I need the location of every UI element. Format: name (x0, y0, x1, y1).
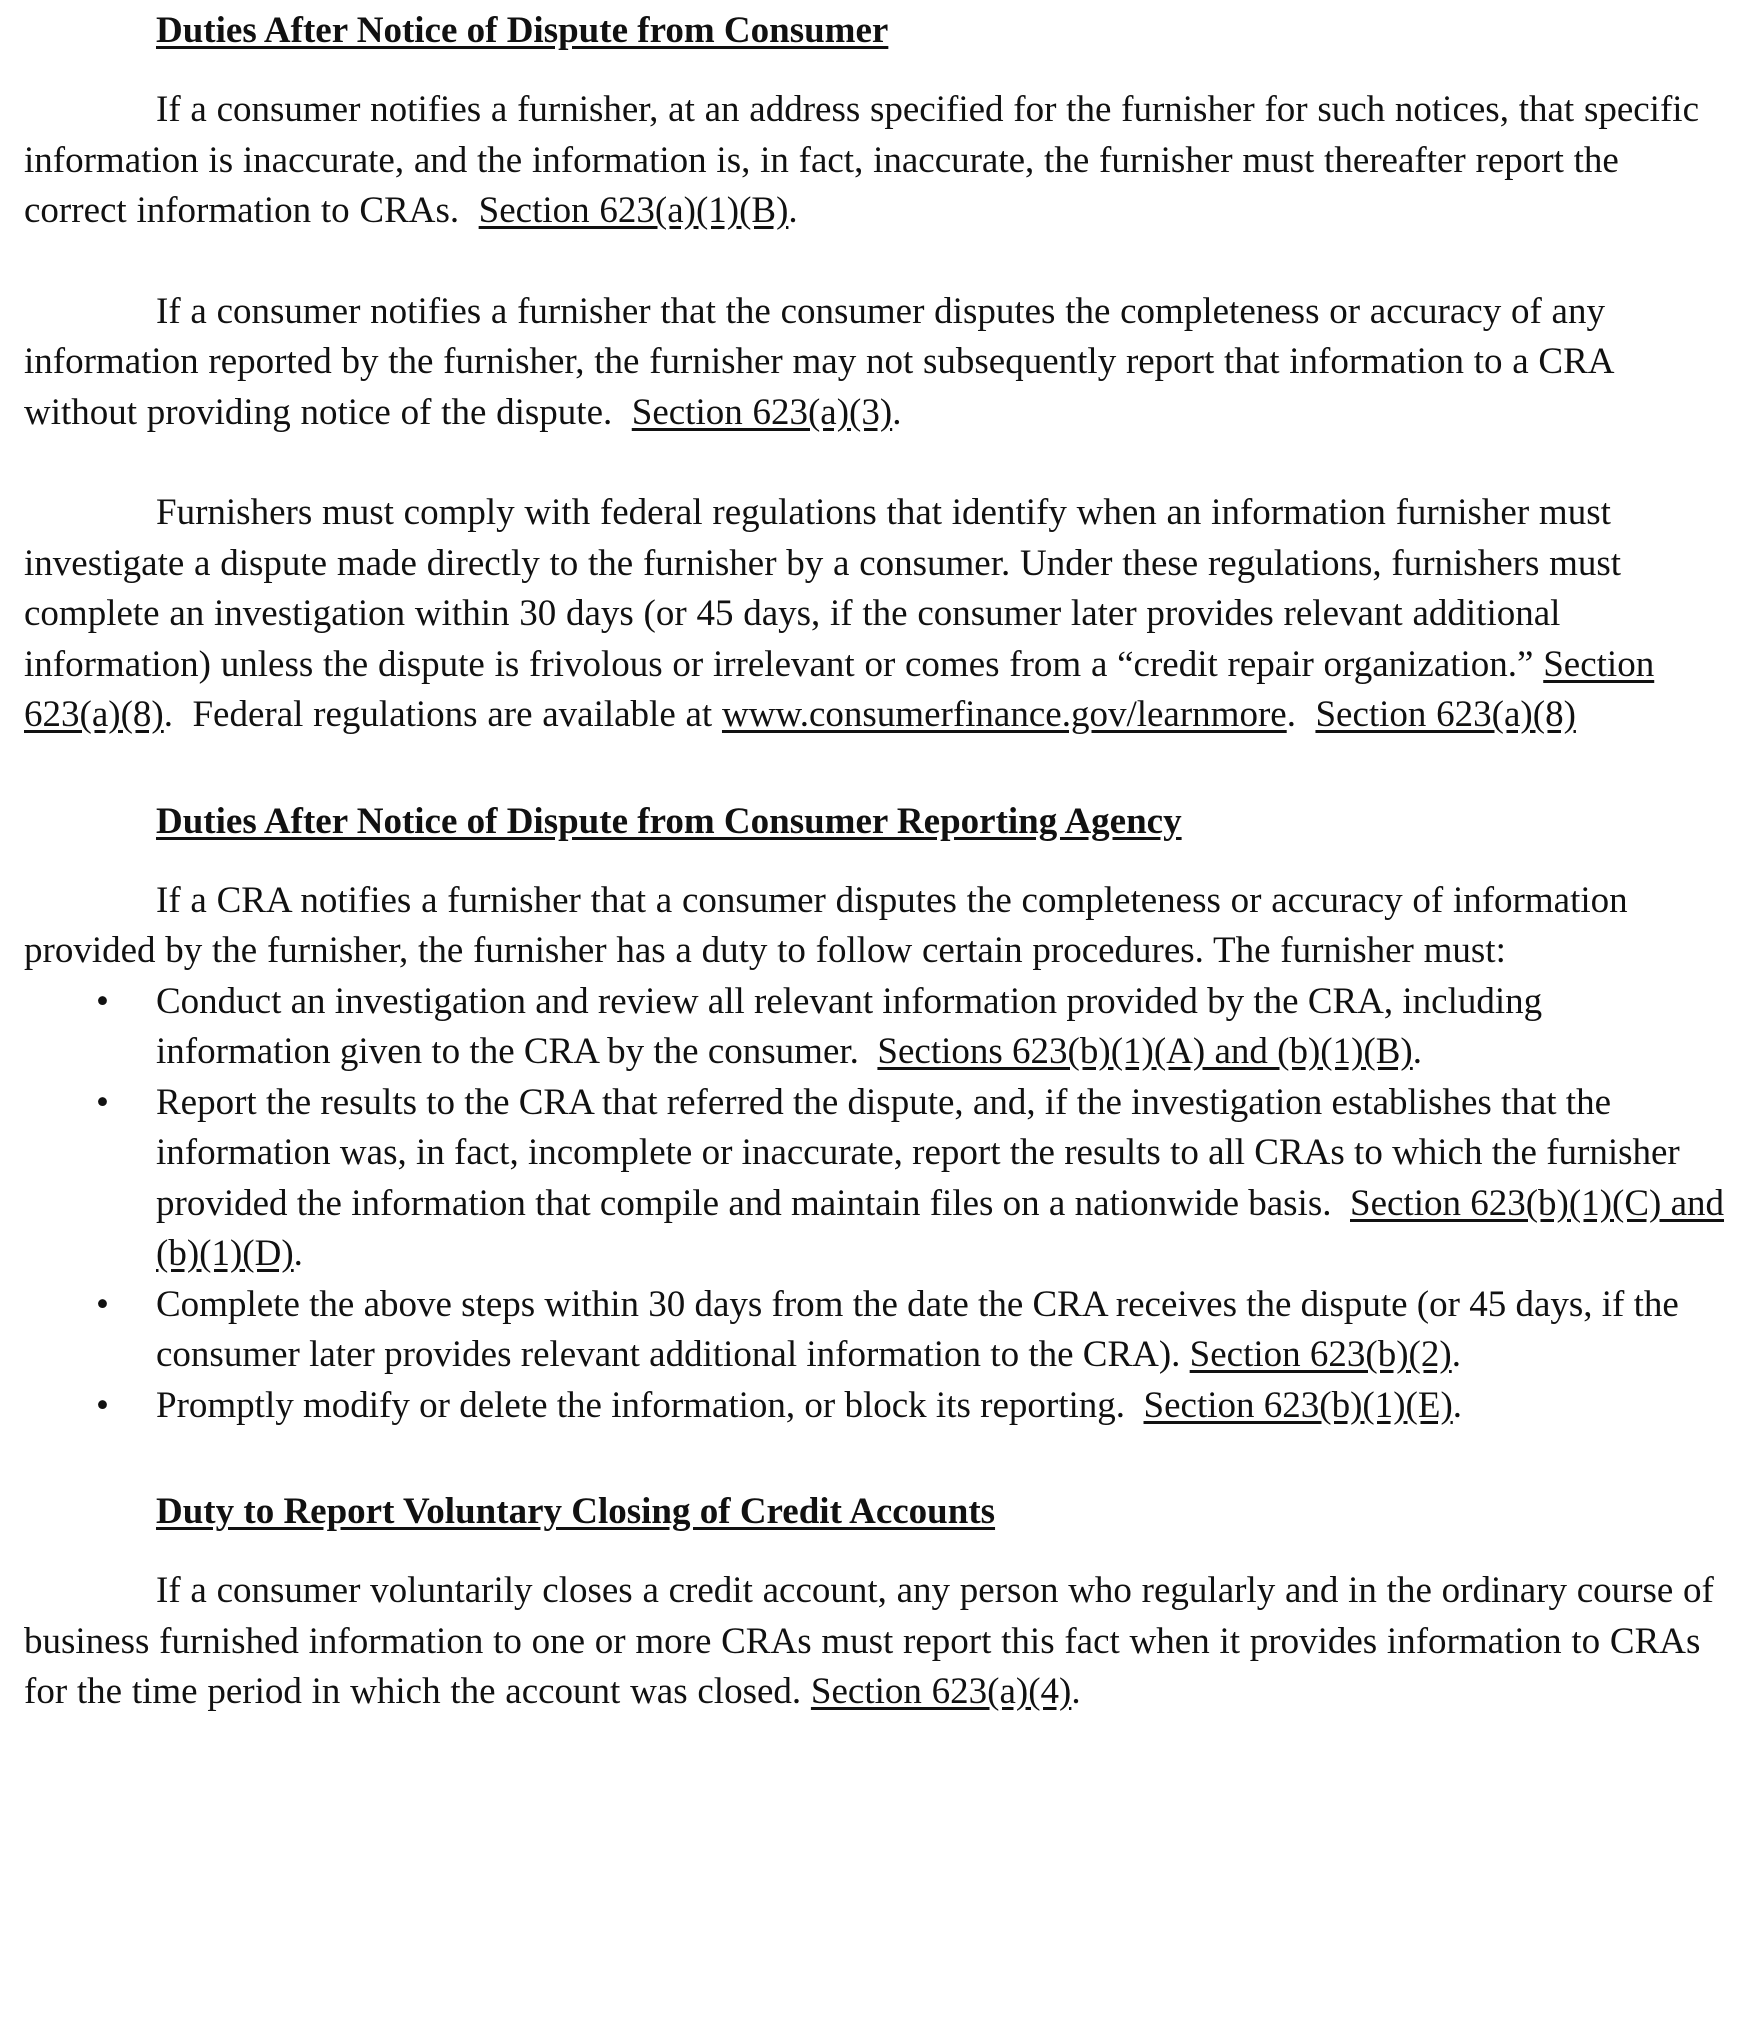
section-citation-2: Section 623(a)(8) (1315, 694, 1576, 735)
list-item (24, 977, 1724, 1078)
section-citation: Section 623(b)(2) (1189, 1334, 1452, 1375)
citation-punctuation: . (1451, 1334, 1461, 1375)
section-citation: Section 623(a)(8) (24, 643, 1655, 735)
paragraph-dispute-notice (24, 287, 1724, 439)
list-item (24, 1078, 1724, 1280)
paragraph-text: If a consumer notifies a furnisher, at an address specified for the furnisher for such notices, that specific information is inaccurate, and the information is, in fact, inaccurate, the furnisher must thereafter report the correct information to CRAs. (24, 89, 1699, 231)
duties-list (24, 977, 1724, 1432)
paragraph-cra-intro: If a CRA notifies a furnisher that a consumer disputes the completeness or accuracy of information provided by the furnisher, the furnisher has a duty to follow certain procedures. The furnisher must: (24, 879, 1628, 971)
section-citation: Section 623(b)(1)(E) (1143, 1384, 1453, 1426)
citation-punctuation: . (788, 190, 798, 231)
section-citation: Section 623(a)(3) (631, 391, 893, 433)
paragraph-text-2: Federal regulations are available at (192, 694, 713, 735)
paragraph-federal-regulations (24, 488, 1724, 741)
paragraph-text: Furnishers must comply with federal regulations that identify when an information furnisher must investigate a dispute made directly to the furnisher by a consumer. Under these regulations, furnishers must complete an investigation within 30 days (or 45 days, if the consumer later provides relevant additional information) unless the dispute is frivolous or irrelevant or comes from a “credit repair organization.” (24, 492, 1622, 685)
bullet-icon: • (96, 1283, 109, 1325)
list-item-text: Report the results to the CRA that referred the dispute, and, if the investigation establishes that the information was, in fact, incomplete or inaccurate, report the results to all CRAs to which the furnisher provided the information that compile and maintain files on a nationwide basis. (156, 1081, 1680, 1224)
link-punctuation: . (1286, 694, 1296, 735)
bullet-icon: • (96, 1081, 109, 1123)
regulations-link[interactable]: www.consumerfinance.gov/learnmore (721, 694, 1287, 735)
citation-punctuation: . (1452, 1384, 1463, 1426)
bullet-icon: • (96, 1384, 109, 1426)
list-item-text: Promptly modify or delete the information, or block its reporting. (156, 1384, 1126, 1426)
section-heading-cra-dispute: Duties After Notice of Dispute from Consumer Reporting Agency (156, 800, 1182, 842)
list-item (24, 1381, 1724, 1432)
section-citation: Sections 623(b)(1)(A) and (b)(1)(B) (877, 1031, 1413, 1072)
citation-punctuation: . (1412, 1031, 1422, 1072)
citation-punctuation: . (1071, 1671, 1081, 1712)
document-page (24, 0, 1724, 1718)
section-heading-voluntary-closing: Duty to Report Voluntary Closing of Credit Accounts (156, 1491, 996, 1532)
paragraph-text: If a consumer notifies a furnisher that the consumer disputes the completeness or accuracy of any information reported by the furnisher, the furnisher may not subsequently report that information to a CRA without providing notice of the dispute. (24, 290, 1613, 433)
paragraph-voluntary-closing (24, 1566, 1724, 1718)
section-heading-consumer-dispute: Duties After Notice of Dispute from Consumer (156, 10, 889, 51)
section-citation: Section 623(a)(4) (810, 1671, 1072, 1712)
bullet-icon: • (96, 980, 109, 1022)
section-citation: Section 623(a)(1)(B) (478, 190, 789, 231)
list-item (24, 1280, 1724, 1381)
list-item-text: Conduct an investigation and review all relevant information provided by the CRA, including information given to the CRA by the consumer. (156, 980, 1543, 1072)
paragraph-text: If a consumer voluntarily closes a credit account, any person who regularly and in the ordinary course of business furnished information to one or more CRAs must report this fact when it provides information to CRAs for the time period in which the account was closed. (24, 1570, 1714, 1712)
list-item-text: Complete the above steps within 30 days from the date the CRA receives the dispute (or 45 days, if the consumer later provides relevant additional information to the CRA). (156, 1283, 1679, 1375)
section-citation: Section 623(b)(1)(C) and (b)(1)(D) (156, 1182, 1725, 1274)
citation-punctuation: . (892, 391, 902, 433)
citation-punctuation: . (163, 694, 173, 735)
citation-punctuation: . (293, 1233, 303, 1274)
paragraph-inaccurate-information (24, 85, 1724, 237)
